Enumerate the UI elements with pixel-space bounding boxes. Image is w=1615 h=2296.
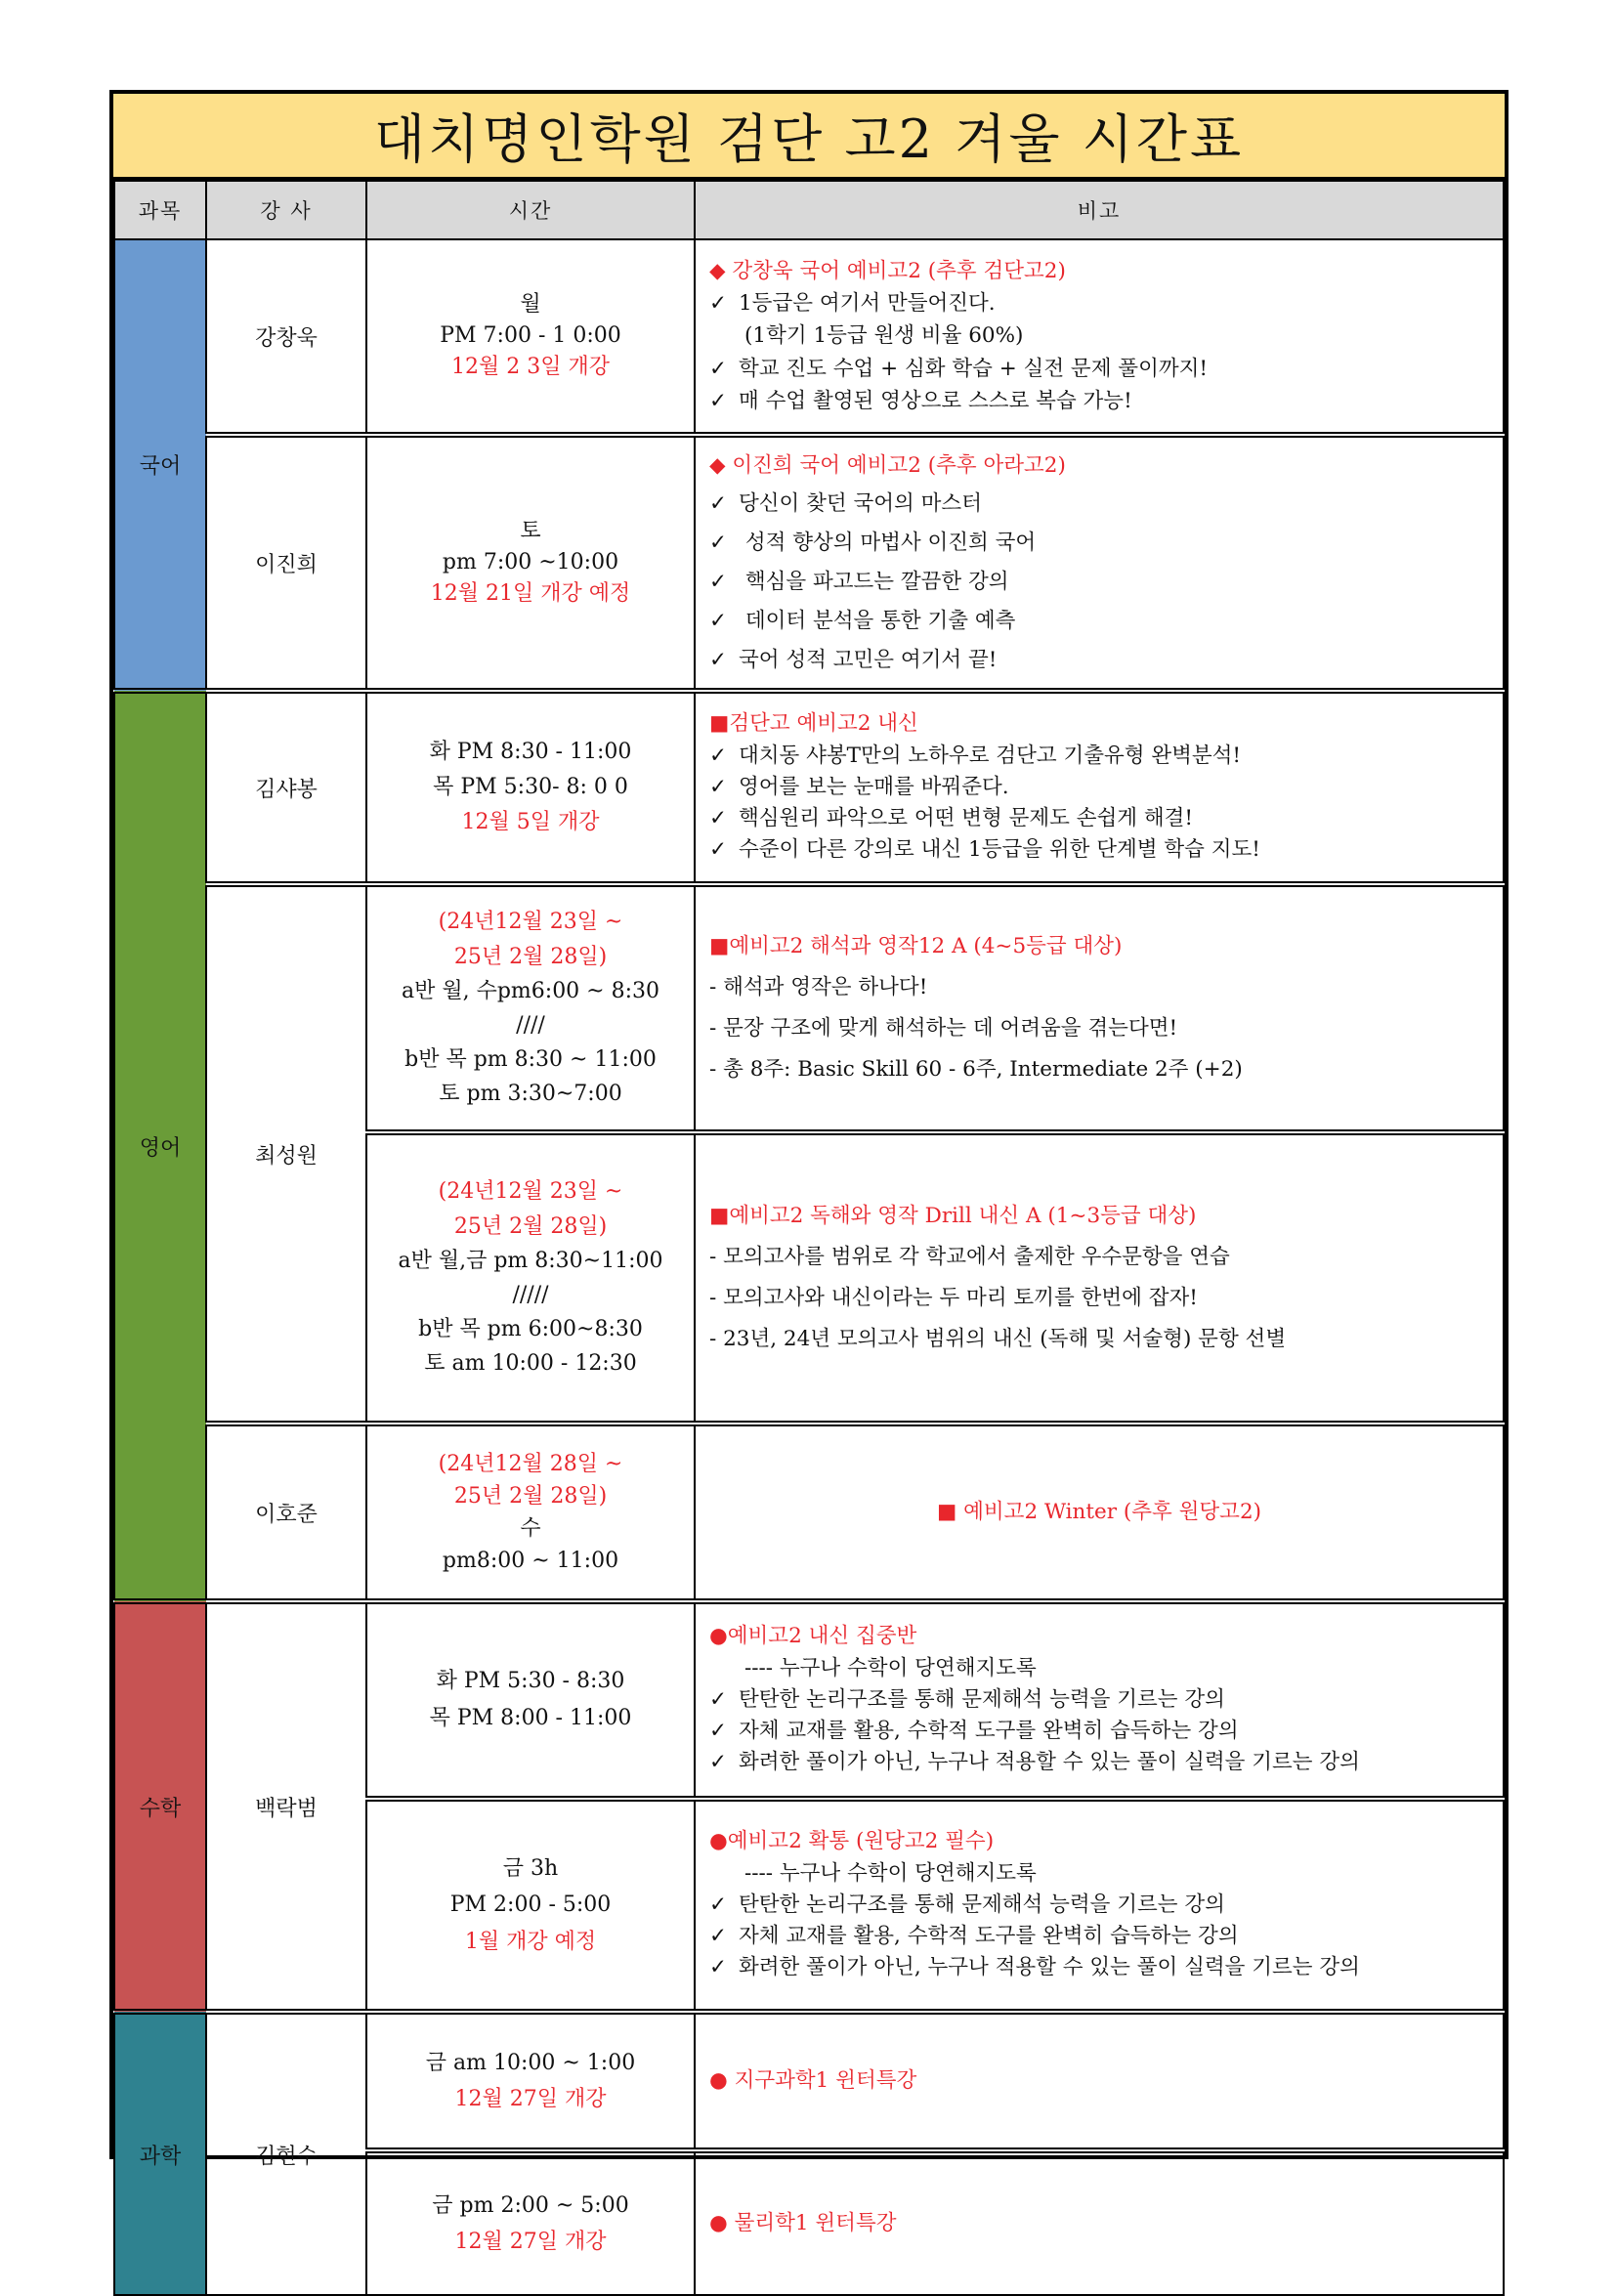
time-line: b반 목 pm 6:00~8:30 xyxy=(418,1317,643,1342)
note-line: - 문장 구조에 맞게 해석하는 데 어려움을 겪는다면! xyxy=(709,1016,1178,1041)
time-line: 목 PM 8:00 - 11:00 xyxy=(429,1706,632,1730)
header-time: 시간 xyxy=(366,181,695,239)
start-date: 12월 21일 개강 예정 xyxy=(430,580,631,606)
teacher-name: 김현수 xyxy=(206,2012,366,2295)
subject-english: 영어 xyxy=(114,691,206,1601)
time-cell xyxy=(366,239,695,435)
note-line: ✓ 매 수업 촬영된 영상으로 스스로 복습 가능! xyxy=(709,385,1489,417)
time-cell xyxy=(366,1132,695,1424)
subject-science: 과학 xyxy=(114,2012,206,2295)
note-line: ✓ 데이터 분석을 통한 기출 예측 xyxy=(709,602,1489,641)
teacher-name: 김샤봉 xyxy=(206,691,366,884)
note-line: ✓ 핵심원리 파악으로 어떤 변형 문제도 손쉽게 해결! xyxy=(709,803,1489,834)
time-line: 금 3h xyxy=(502,1855,559,1881)
note-line: ✓ 핵심을 파고드는 깔끔한 강의 xyxy=(709,563,1489,602)
time-line: PM 2:00 - 5:00 xyxy=(449,1892,612,1918)
note-heading: ◆ 강창욱 국어 예비고2 (추후 검단고2) xyxy=(709,258,1066,283)
time-line: 월 xyxy=(520,292,541,318)
time-line: 토 am 10:00 - 12:30 xyxy=(424,1351,637,1377)
subject-math: 수학 xyxy=(114,1601,206,2012)
note-line: ✓ 학교 진도 수업 + 심화 학습 + 실전 문제 풀이까지! xyxy=(709,353,1489,385)
teacher-name: 최성원 xyxy=(206,884,366,1424)
page-title: 대치명인학원 검단 고2 겨울 시간표 xyxy=(113,94,1505,180)
time-line: 토 xyxy=(520,519,541,544)
note-line: ✓ 당신이 찾던 국어의 마스터 xyxy=(709,485,1489,524)
teacher-name: 이진희 xyxy=(206,435,366,691)
table-row xyxy=(114,435,1504,691)
note-heading: ■예비고2 독해와 영작 Drill 내신 A (1~3등급 대상) xyxy=(709,1204,1197,1229)
note-line: ✓ 1등급은 여기서 만들어진다. xyxy=(709,287,1489,319)
period-line: (24년12월 23일 ~ xyxy=(438,1179,623,1205)
note-heading: ■예비고2 해석과 영작12 A (4~5등급 대상) xyxy=(709,934,1123,959)
table-row xyxy=(114,1601,1504,1799)
time-line: //// xyxy=(516,1013,545,1038)
header-note: 비고 xyxy=(695,181,1504,239)
header-subject: 과목 xyxy=(114,181,206,239)
time-cell xyxy=(366,2150,695,2295)
period-line: 25년 2월 28일) xyxy=(453,1213,608,1239)
start-date: 1월 개강 예정 xyxy=(464,1929,597,1954)
note-line: ✓ 대치동 샤봉T만의 노하우로 검단고 기출유형 완벽분석! xyxy=(709,741,1489,772)
start-date: 12월 27일 개강 xyxy=(454,2087,607,2111)
table-row xyxy=(114,691,1504,884)
note-cell xyxy=(695,435,1504,691)
start-date: 12월 5일 개강 xyxy=(461,810,600,835)
period-line: (24년12월 28일 ~ xyxy=(438,1452,623,1476)
timetable-sheet xyxy=(109,90,1509,2254)
schedule-table xyxy=(113,180,1505,2296)
table-row xyxy=(114,2012,1504,2150)
header-teacher: 강 사 xyxy=(206,181,366,239)
start-date: 12월 27일 개강 xyxy=(454,2230,607,2254)
time-cell xyxy=(366,1799,695,2012)
period-line: 25년 2월 28일) xyxy=(453,1484,608,1509)
time-line: PM 7:00 - 1 0:00 xyxy=(440,323,621,349)
note-line: ✓ 화려한 풀이가 아닌, 누구나 적용할 수 있는 풀이 실력을 기르는 강의 xyxy=(709,1952,1489,1983)
table-row xyxy=(114,1424,1504,1601)
note-heading: ◆ 이진희 국어 예비고2 (추후 아라고2) xyxy=(709,452,1066,478)
note-line: (1학기 1등급 원생 비율 60%) xyxy=(744,323,1024,349)
period-line: 25년 2월 28일) xyxy=(453,944,608,969)
time-line: 금 pm 2:00 ~ 5:00 xyxy=(432,2192,629,2218)
note-cell xyxy=(695,239,1504,435)
time-cell xyxy=(366,1601,695,1799)
note-line: ✓ 자체 교재를 활용, 수학적 도구를 완벽히 습득하는 강의 xyxy=(709,1921,1489,1952)
time-line: 수 xyxy=(520,1516,541,1541)
note-line: - 총 8주: Basic Skill 60 - 6주, Intermediate 2주 (+2) xyxy=(709,1056,1243,1082)
time-line: a반 월, 수pm6:00 ~ 8:30 xyxy=(401,978,660,1003)
note-line: - 모의고사와 내신이라는 두 마리 토끼를 한번에 잡자! xyxy=(709,1286,1198,1310)
note-line: ✓ 수준이 다른 강의로 내신 1등급을 위한 단계별 학습 지도! xyxy=(709,834,1489,866)
start-date: 12월 2 3일 개강 xyxy=(451,354,610,379)
note-cell xyxy=(695,1799,1504,2012)
note-cell xyxy=(695,884,1504,1132)
note-line: ✓ 성적 향상의 마법사 이진희 국어 xyxy=(709,524,1489,563)
time-line: 금 am 10:00 ~ 1:00 xyxy=(425,2050,636,2075)
note-line: - 23년, 24년 모의고사 범위의 내신 (독해 및 서술형) 문항 선별 xyxy=(709,1326,1287,1351)
time-cell xyxy=(366,1424,695,1601)
note-line: - 해석과 영작은 하나다! xyxy=(709,975,928,1000)
note-cell xyxy=(695,1132,1504,1424)
note-line: ---- 누구나 수학이 당연해지도록 xyxy=(744,1655,1037,1680)
note-cell xyxy=(695,691,1504,884)
note-cell: ● 지구과학1 윈터특강 xyxy=(695,2012,1504,2150)
note-cell xyxy=(695,1601,1504,1799)
note-line: ✓ 자체 교재를 활용, 수학적 도구를 완벽히 습득하는 강의 xyxy=(709,1716,1489,1747)
note-heading: ●예비고2 확통 (원당고2 필수) xyxy=(709,1829,995,1854)
note-heading: ■검단고 예비고2 내신 xyxy=(709,711,918,737)
note-line: ✓ 국어 성적 고민은 여기서 끝! xyxy=(709,641,1489,680)
time-cell xyxy=(366,884,695,1132)
time-line: a반 월,금 pm 8:30~11:00 xyxy=(398,1248,663,1273)
time-line: 화 PM 8:30 - 11:00 xyxy=(429,739,632,764)
note-heading: ●예비고2 내신 집중반 xyxy=(709,1624,917,1649)
table-row xyxy=(114,239,1504,435)
note-line: ✓ 탄탄한 논리구조를 통해 문제해석 능력을 기르는 강의 xyxy=(709,1890,1489,1921)
note-cell: ■ 예비고2 Winter (추후 원당고2) xyxy=(695,1424,1504,1601)
teacher-name: 강창욱 xyxy=(206,239,366,435)
time-cell xyxy=(366,435,695,691)
header-row xyxy=(114,181,1504,239)
time-line: 목 PM 5:30- 8: 0 0 xyxy=(433,774,628,799)
table-row xyxy=(114,884,1504,1132)
note-line: - 모의고사를 범위로 각 학교에서 출제한 우수문항을 연습 xyxy=(709,1245,1230,1270)
time-cell xyxy=(366,691,695,884)
note-line: ✓ 탄탄한 논리구조를 통해 문제해석 능력을 기르는 강의 xyxy=(709,1684,1489,1716)
period-line: (24년12월 23일 ~ xyxy=(438,910,623,935)
time-line: ///// xyxy=(512,1283,549,1307)
note-cell: ● 물리학1 윈터특강 xyxy=(695,2150,1504,2295)
subject-korean: 국어 xyxy=(114,239,206,691)
time-line: pm8:00 ~ 11:00 xyxy=(442,1549,619,1573)
note-line: ✓ 화려한 풀이가 아닌, 누구나 적용할 수 있는 풀이 실력을 기르는 강의 xyxy=(709,1747,1489,1778)
time-cell xyxy=(366,2012,695,2150)
teacher-name: 이호준 xyxy=(206,1424,366,1601)
time-line: 화 PM 5:30 - 8:30 xyxy=(436,1668,625,1693)
teacher-name: 백락범 xyxy=(206,1601,366,2012)
time-line: pm 7:00 ~10:00 xyxy=(442,550,619,575)
time-line: 토 pm 3:30~7:00 xyxy=(439,1082,622,1107)
note-line: ---- 누구나 수학이 당연해지도록 xyxy=(744,1860,1037,1886)
time-line: b반 목 pm 8:30 ~ 11:00 xyxy=(404,1047,657,1073)
note-line: ✓ 영어를 보는 눈매를 바꿔준다. xyxy=(709,772,1489,803)
